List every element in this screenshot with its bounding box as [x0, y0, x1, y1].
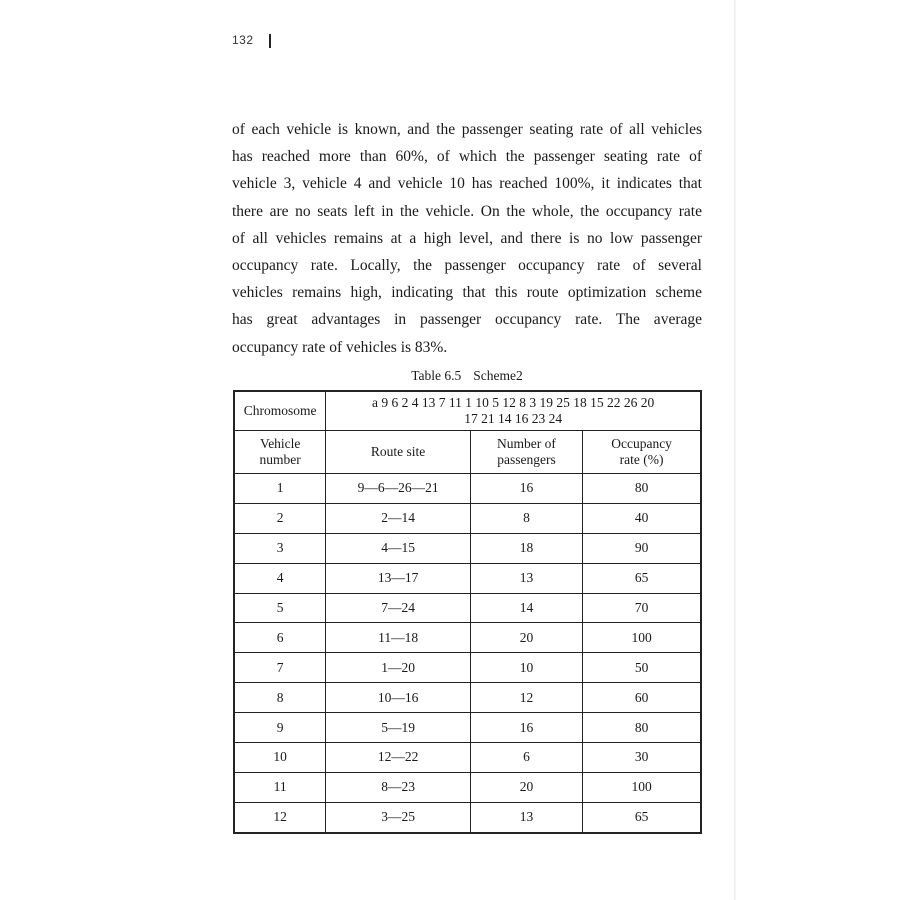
cell-occupancy: 80 [583, 713, 701, 743]
header-text: number [259, 452, 301, 467]
table-row [234, 474, 701, 504]
header-rule [269, 34, 271, 48]
paragraph-line: vehicle 3, vehicle 4 and vehicle 10 has reached 100%, it indicates that [232, 175, 702, 193]
table-row [234, 713, 701, 743]
paragraph-line: of all vehicles remains at a high level, and there is no low passenger [232, 229, 702, 247]
table-row [234, 623, 701, 653]
cell-vehicle: 9 [234, 713, 326, 743]
cell-occupancy: 90 [583, 533, 701, 563]
cell-passengers: 16 [470, 474, 582, 504]
cell-route: 5—19 [326, 713, 470, 743]
page-edge-shadow [734, 0, 736, 900]
cell-passengers: 13 [470, 802, 582, 832]
header-passengers [470, 431, 582, 474]
paragraph-line: has great advantages in passenger occupancy rate. The average [232, 311, 702, 329]
table-row [234, 533, 701, 563]
page-number: 132 [232, 33, 254, 47]
cell-occupancy: 30 [583, 743, 701, 773]
cell-passengers: 16 [470, 713, 582, 743]
table-row [234, 563, 701, 593]
table-caption-number: Table 6.5 [411, 368, 462, 383]
table-row [234, 802, 701, 832]
header-text: Occupancy [611, 436, 672, 451]
cell-route: 1—20 [326, 653, 470, 683]
cell-route: 12—22 [326, 743, 470, 773]
cell-vehicle: 4 [234, 563, 326, 593]
table-header-row [234, 431, 701, 474]
cell-passengers: 10 [470, 653, 582, 683]
cell-occupancy: 80 [583, 474, 701, 504]
paragraph-line: there are no seats left in the vehicle. On the whole, the occupancy rate [232, 202, 702, 220]
header-text: rate (%) [619, 452, 664, 467]
cell-passengers: 13 [470, 563, 582, 593]
cell-passengers: 12 [470, 683, 582, 713]
cell-occupancy: 50 [583, 653, 701, 683]
cell-occupancy: 65 [583, 802, 701, 832]
table-row [234, 503, 701, 533]
cell-passengers: 6 [470, 743, 582, 773]
cell-vehicle: 11 [234, 772, 326, 802]
paragraph-line: has reached more than 60%, of which the passenger seating rate of [232, 148, 702, 166]
cell-route: 3—25 [326, 802, 470, 832]
table-row [234, 772, 701, 802]
cell-passengers: 18 [470, 533, 582, 563]
table-row [234, 653, 701, 683]
chromosome-sequence-line: 17 21 14 16 23 24 [464, 411, 563, 426]
cell-vehicle: 8 [234, 683, 326, 713]
cell-passengers: 20 [470, 772, 582, 802]
cell-occupancy: 100 [583, 623, 701, 653]
cell-route: 2—14 [326, 503, 470, 533]
cell-vehicle: 12 [234, 802, 326, 832]
header-vehicle-number [234, 431, 326, 474]
cell-vehicle: 6 [234, 623, 326, 653]
chromosome-sequence [326, 391, 701, 431]
cell-occupancy: 65 [583, 563, 701, 593]
cell-occupancy: 40 [583, 503, 701, 533]
table-row [234, 683, 701, 713]
chromosome-sequence-line: a 9 6 2 4 13 7 11 1 10 5 12 8 3 19 25 18 15 22 26 20 [372, 395, 655, 410]
header-text: Number of [497, 436, 556, 451]
body-paragraph [232, 116, 702, 361]
paragraph-line: occupancy rate. Locally, the passenger occupancy rate of several [232, 256, 702, 274]
chromosome-row [234, 391, 701, 431]
paragraph-line: of each vehicle is known, and the passenger seating rate of all vehicles [232, 121, 702, 138]
cell-vehicle: 5 [234, 593, 326, 623]
paragraph-line: occupancy rate of vehicles is 83%. [232, 338, 448, 356]
cell-occupancy: 100 [583, 772, 701, 802]
cell-occupancy: 60 [583, 683, 701, 713]
cell-passengers: 8 [470, 503, 582, 533]
cell-passengers: 14 [470, 593, 582, 623]
header-text: passengers [497, 452, 556, 467]
cell-vehicle: 2 [234, 503, 326, 533]
cell-route: 10—16 [326, 683, 470, 713]
cell-vehicle: 7 [234, 653, 326, 683]
paragraph-line: vehicles remains high, indicating that this route optimization scheme [232, 284, 702, 302]
cell-occupancy: 70 [583, 593, 701, 623]
header-occupancy-rate [583, 431, 701, 474]
cell-vehicle: 3 [234, 533, 326, 563]
cell-vehicle: 10 [234, 743, 326, 773]
cell-route: 7—24 [326, 593, 470, 623]
cell-route: 9—6—26—21 [326, 474, 470, 504]
table-caption-title: Scheme2 [473, 368, 523, 383]
table-row [234, 593, 701, 623]
header-text: Vehicle [259, 436, 301, 451]
scheme-table [233, 390, 702, 834]
header-route-site: Route site [326, 431, 470, 474]
cell-route: 8—23 [326, 772, 470, 802]
chromosome-label: Chromosome [234, 391, 326, 431]
table-row [234, 743, 701, 773]
table-caption [232, 368, 702, 384]
cell-route: 13—17 [326, 563, 470, 593]
cell-vehicle: 1 [234, 474, 326, 504]
cell-route: 4—15 [326, 533, 470, 563]
cell-route: 11—18 [326, 623, 470, 653]
cell-passengers: 20 [470, 623, 582, 653]
